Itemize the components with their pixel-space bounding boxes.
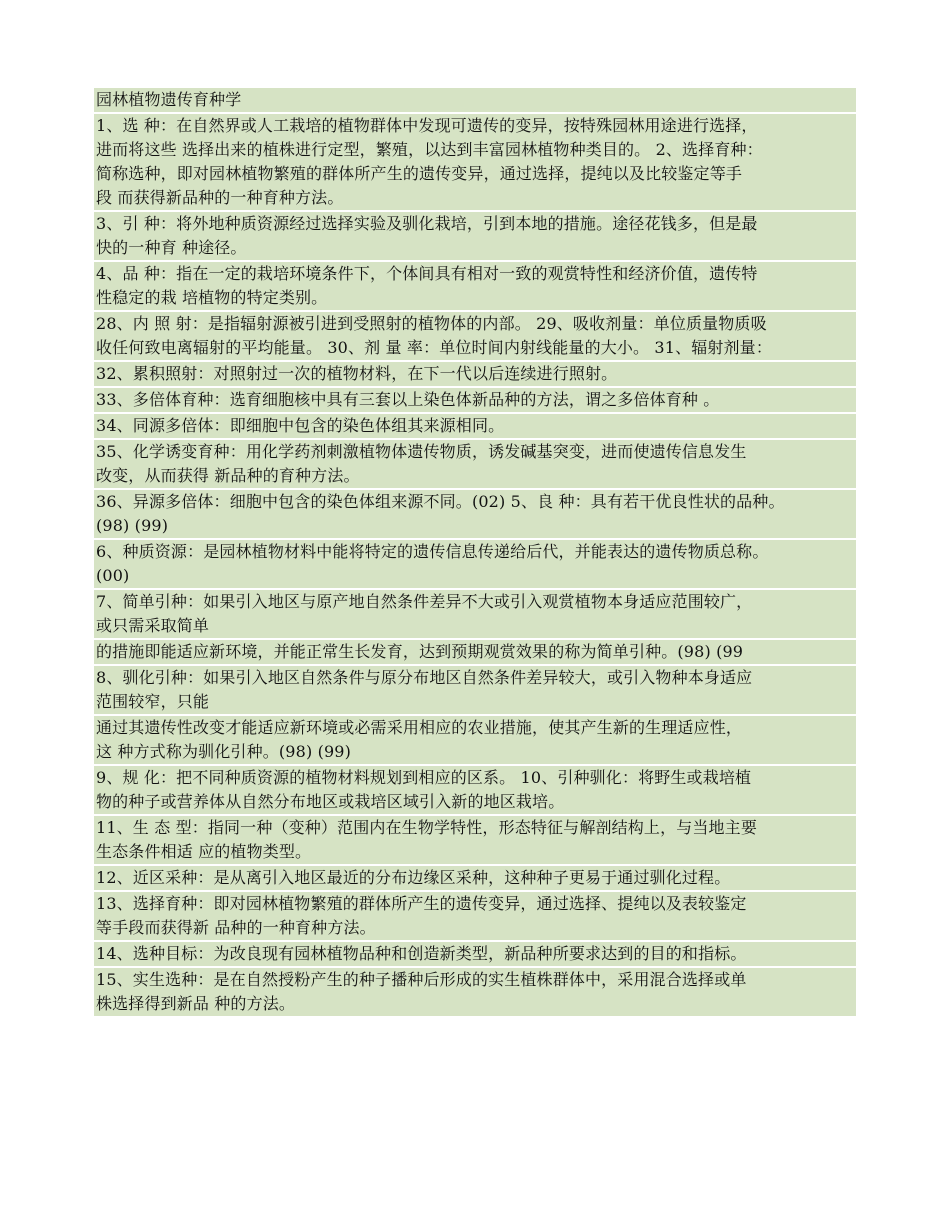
paragraph-line: 等手段而获得新 品种的一种育种方法。	[96, 918, 376, 937]
paragraph-line: 6、种质资源：是园林植物材料中能将特定的遗传信息传递给后代，并能表达的遗传物质总称。	[96, 542, 769, 561]
paragraph-line: 12、近区采种：是从离引入地区最近的分布边缘区采种，这种种子更易于通过驯化过程。	[96, 868, 731, 887]
definition-paragraph	[94, 262, 856, 310]
paragraph-line: 28、内 照 射：是指辐射源被引进到受照射的植物体的内部。 29、吸收剂量：单位质量物质吸	[96, 314, 767, 333]
definition-paragraph	[94, 640, 856, 664]
definition-paragraph	[94, 414, 856, 438]
definition-paragraph	[94, 892, 856, 940]
paragraph-line: 的措施即能适应新环境，并能正常生长发育，达到预期观赏效果的称为简单引种。(98) (99	[96, 642, 744, 661]
title-text: 园林植物遗传育种学	[96, 90, 242, 109]
definition-paragraph	[94, 114, 856, 210]
definition-paragraph	[94, 766, 856, 814]
paragraph-line: 范围较窄，只能	[96, 692, 210, 711]
definition-paragraph	[94, 490, 856, 538]
paragraph-line: 36、异源多倍体：细胞中包含的染色体组来源不同。(02) 5、良 种：具有若干优良性状的品种。	[96, 492, 785, 511]
paragraph-line: 生态条件相适 应的植物类型。	[96, 842, 312, 861]
paragraph-line: 14、选种目标：为改良现有园林植物品种和创造新类型，新品种所要求达到的目的和指标。	[96, 944, 747, 963]
definition-paragraph	[94, 942, 856, 966]
paragraph-line: 收任何致电离辐射的平均能量。 30、剂 量 率：单位时间内射线能量的大小。 31、辐射剂量：	[96, 338, 772, 357]
paragraph-line: 物的种子或营养体从自然分布地区或栽培区域引入新的地区栽培。	[96, 792, 565, 811]
paragraph-line: 或只需采取简单	[96, 616, 210, 635]
paragraph-line: 8、驯化引种：如果引入地区自然条件与原分布地区自然条件差异较大，或引入物种本身适应	[96, 668, 753, 687]
paragraph-line: 13、选择育种：即对园林植物繁殖的群体所产生的遗传变异，通过选择、提纯以及表较鉴定	[96, 894, 747, 913]
paragraph-line: (98) (99)	[96, 516, 169, 535]
definition-paragraph	[94, 590, 856, 638]
paragraph-line: 通过其遗传性改变才能适应新环境或必需采用相应的农业措施，使其产生新的生理适应性，	[96, 718, 743, 737]
paragraph-line: 这 种方式称为驯化引种。(98) (99)	[96, 742, 352, 761]
paragraph-line: 改变，从而获得 新品种的育种方法。	[96, 466, 360, 485]
paragraph-line: 9、规 化：把不同种质资源的植物材料规划到相应的区系。 10、引种驯化：将野生或栽培植	[96, 768, 752, 787]
paragraph-line: 32、累积照射：对照射过一次的植物材料，在下一代以后连续进行照射。	[96, 364, 618, 383]
paragraph-line: 进而将这些 选择出来的植株进行定型，繁殖，以达到丰富园林植物种类目的。 2、选择育种：	[96, 140, 763, 159]
paragraph-line: 3、引 种：将外地种质资源经过选择实验及驯化栽培，引到本地的措施。途径花钱多，但是最	[96, 214, 758, 233]
paragraph-line: 株选择得到新品 种的方法。	[96, 994, 296, 1013]
definition-paragraph	[94, 312, 856, 360]
definition-paragraph	[94, 968, 856, 1016]
definition-list	[94, 114, 856, 1016]
definition-paragraph	[94, 440, 856, 488]
paragraph-line: 1、选 种：在自然界或人工栽培的植物群体中发现可遗传的变异，按特殊园林用途进行选择，	[96, 116, 758, 135]
paragraph-line: 段 而获得新品种的一种育种方法。	[96, 188, 344, 207]
document-title	[94, 88, 856, 112]
paragraph-line: 快的一种育 种途径。	[96, 238, 247, 257]
definition-paragraph	[94, 816, 856, 864]
paragraph-line: 15、实生选种：是在自然授粉产生的种子播种后形成的实生植株群体中，采用混合选择或单	[96, 970, 747, 989]
definition-paragraph	[94, 212, 856, 260]
paragraph-line: 11、生 态 型：指同一种（变种）范围内在生物学特性，形态特征与解剖结构上，与当地主要	[96, 818, 757, 837]
paragraph-line: 35、化学诱变育种：用化学药剂刺激植物体遗传物质，诱发碱基突变，进而使遗传信息发生	[96, 442, 747, 461]
document-body	[94, 88, 856, 1018]
paragraph-line: 性稳定的栽 培植物的特定类别。	[96, 288, 328, 307]
paragraph-line: (00)	[96, 566, 130, 585]
definition-paragraph	[94, 388, 856, 412]
definition-paragraph	[94, 666, 856, 714]
paragraph-line: 4、品 种：指在一定的栽培环境条件下，个体间具有相对一致的观赏特性和经济价值，遗传特	[96, 264, 758, 283]
paragraph-line: 34、同源多倍体：即细胞中包含的染色体组其来源相同。	[96, 416, 505, 435]
definition-paragraph	[94, 540, 856, 588]
paragraph-line: 简称选种，即对园林植物繁殖的群体所产生的遗传变异，通过选择，提纯以及比较鉴定等手	[96, 164, 743, 183]
paragraph-line: 7、简单引种：如果引入地区与原产地自然条件差异不大或引入观赏植物本身适应范围较广，	[96, 592, 753, 611]
paragraph-line: 33、多倍体育种：选育细胞核中具有三套以上染色体新品种的方法，谓之多倍体育种 。	[96, 390, 720, 409]
definition-paragraph	[94, 362, 856, 386]
definition-paragraph	[94, 866, 856, 890]
definition-paragraph	[94, 716, 856, 764]
